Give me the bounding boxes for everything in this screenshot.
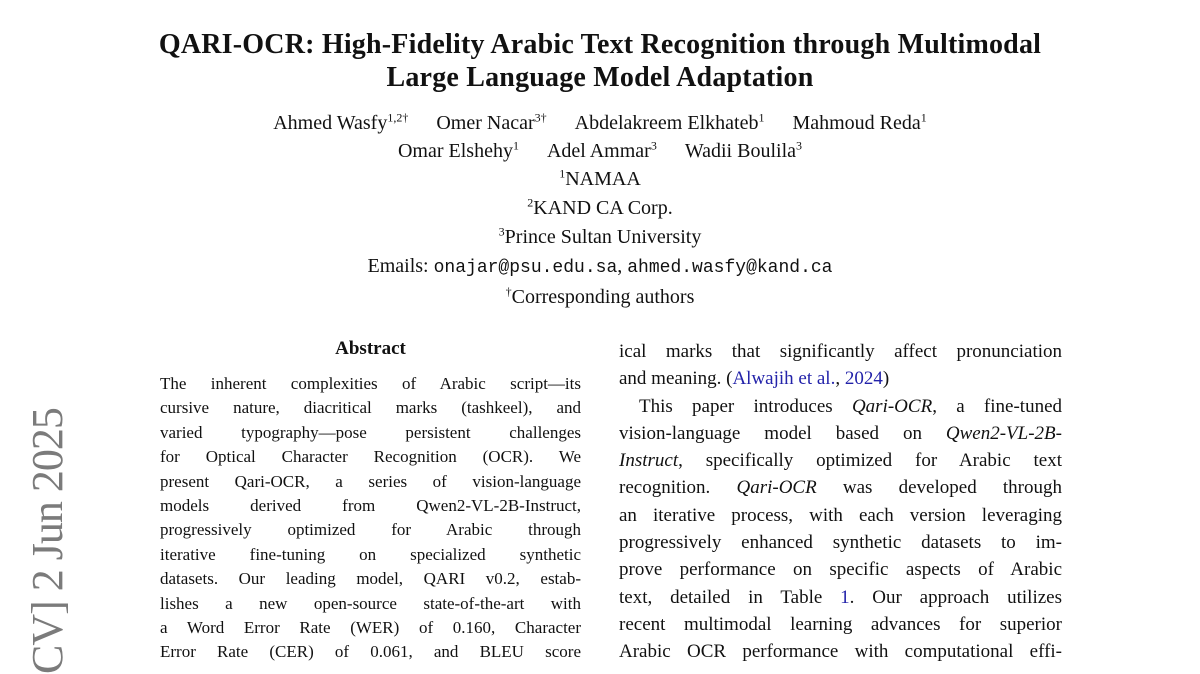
author-row [0, 137, 1200, 165]
text-segment: prove performance on specific aspects of Arabic [619, 559, 1062, 581]
text-segment: recognition. [619, 477, 737, 499]
text-segment: was developed through [816, 477, 1062, 499]
text-segment: Qari-OCR [851, 395, 933, 417]
abstract-text-line [160, 372, 581, 396]
text-segment: vision-language model based on [619, 422, 946, 444]
author-name [436, 109, 546, 137]
text-segment: recent multimodal learning advances for superior [619, 613, 1062, 635]
text-segment: iterative fine-tuning on specialized synthetic [160, 544, 581, 564]
text-segment: progressively optimized for Arabic through [160, 520, 581, 540]
text-segment: a Word Error Rate (WER) of 0.160, Character [160, 618, 581, 638]
body-text-line [619, 556, 1062, 583]
paper-title-line-1: QARI-OCR: High-Fidelity Arabic Text Recognition through Multimodal [158, 29, 1042, 60]
affiliation [0, 165, 1200, 194]
text-segment: present Qari-OCR, a series of vision-language [160, 471, 581, 491]
body-text-line [619, 474, 1062, 501]
text-segment: lishes a new open-source state-of-the-art with [160, 593, 581, 613]
author-row [0, 109, 1200, 137]
body-text [619, 338, 1062, 666]
author-name-text: Mahmoud Reda [792, 112, 921, 134]
abstract-text-line [160, 640, 581, 664]
text-segment: and meaning. ( [619, 368, 733, 390]
abstract-text [160, 372, 581, 665]
author-affiliation-superscript: 1 [512, 138, 519, 153]
abstract-text-line [160, 616, 581, 640]
abstract-text-line [160, 567, 581, 591]
author-affiliation-superscript: 1 [758, 110, 765, 125]
body-text-line [619, 611, 1062, 638]
author-name [398, 137, 519, 165]
text-segment: text, detailed in Table [619, 586, 841, 608]
abstract-text-line [160, 543, 581, 567]
corresponding-authors-label: Corresponding authors [511, 286, 695, 308]
text-segment: , a fine-tuned [932, 395, 1062, 417]
abstract-column [160, 338, 581, 665]
text-segment: progressively enhanced synthetic datasets to im- [619, 532, 1062, 554]
body-text-line [619, 529, 1062, 556]
text-segment: Emails: [367, 255, 434, 277]
text-segment: , [617, 255, 628, 277]
author-name [547, 137, 657, 165]
body-text-line [619, 365, 1062, 392]
body-text-line [619, 338, 1062, 365]
text-segment: Arabic OCR performance with computational effi- [619, 641, 1062, 663]
abstract-text-line [160, 421, 581, 445]
email-address: ahmed.wasfy@kand.ca [627, 258, 833, 278]
abstract-text-line [160, 470, 581, 494]
text-segment: , [835, 368, 845, 390]
text-segment: . Our approach utilizes [849, 586, 1062, 608]
body-column [619, 338, 1062, 666]
author-affiliation-superscript: 1 [920, 110, 927, 125]
text-segment: The inherent complexities of Arabic script—its [160, 374, 581, 393]
text-segment: Error Rate (CER) of 0.061, and BLEU score [160, 642, 581, 662]
author-name-text: Abdelakreem Elkhateb [574, 112, 759, 134]
text-segment: , specifically optimized for Arabic text [678, 450, 1062, 472]
citation-link[interactable]: Alwajih et al. [732, 368, 836, 390]
author-name [273, 109, 408, 137]
dagger-symbol: † [505, 284, 512, 299]
abstract-text-line [160, 494, 581, 518]
affiliation-name: NAMAA [565, 168, 641, 190]
abstract-text-line [160, 396, 581, 420]
text-segment: Instruct [619, 450, 679, 472]
author-affiliation-superscript: 3† [534, 110, 547, 125]
text-segment: datasets. Our leading model, QARI v0.2, estab- [160, 569, 581, 589]
text-segment: an iterative process, with each version leveraging [619, 504, 1062, 526]
body-text-line [619, 638, 1062, 665]
text-segment: Qari-OCR [736, 477, 817, 499]
abstract-heading: Abstract [335, 338, 406, 359]
text-segment: varied typography—pose persistent challenges [160, 422, 581, 442]
text-segment: for Optical Character Recognition (OCR). We [160, 447, 581, 467]
affiliation-name: Prince Sultan University [504, 226, 702, 248]
abstract-text-line [160, 518, 581, 542]
text-segment: models derived from Qwen2-VL-2B-Instruct, [160, 496, 581, 516]
body-text-line [619, 393, 1062, 420]
citation-year-link[interactable]: 2024 [844, 368, 883, 390]
body-text-line [619, 584, 1062, 611]
emails-line [0, 252, 1200, 283]
author-name-text: Omer Nacar [436, 112, 535, 134]
author-name [792, 109, 926, 137]
affiliation [0, 223, 1200, 252]
abstract-text-line [160, 592, 581, 616]
author-name [685, 137, 802, 165]
abstract-text-line [160, 445, 581, 469]
author-list [0, 109, 1200, 165]
body-text-line [619, 420, 1062, 447]
author-name [575, 109, 765, 137]
body-text-line [619, 502, 1062, 529]
author-affiliation-superscript: 1,2† [387, 110, 409, 125]
corresponding-authors-note [0, 283, 1200, 312]
text-segment: ical marks that significantly affect pronunciation [619, 341, 1062, 362]
author-affiliation-superscript: 3 [650, 138, 657, 153]
affiliation-superscript: 1 [559, 166, 566, 181]
table-ref-link[interactable]: 1 [840, 586, 850, 608]
body-text-line [619, 447, 1062, 474]
text-segment: This paper introduces [639, 395, 852, 417]
text-segment: ) [882, 368, 890, 390]
author-name-text: Adel Ammar [546, 140, 651, 162]
affiliation-superscript: 2 [527, 195, 534, 210]
text-segment: cursive nature, diacritical marks (tashkeel), and [160, 398, 581, 418]
text-segment: Qwen2-VL-2B- [945, 422, 1062, 444]
paper-title-line-2: Large Language Model Adaptation [386, 62, 814, 93]
author-name-text: Ahmed Wasfy [273, 112, 388, 134]
author-name-text: Omar Elshehy [397, 140, 513, 162]
affiliation-name: KAND CA Corp. [533, 197, 673, 219]
arxiv-watermark: CV] 2 Jun 2025 [23, 408, 72, 674]
affiliation [0, 194, 1200, 223]
author-name-text: Wadii Boulila [684, 140, 796, 162]
author-affiliation-superscript: 3 [796, 138, 802, 153]
affiliation-list [0, 165, 1200, 252]
email-address: onajar@psu.edu.sa [433, 258, 618, 278]
paper-header [0, 28, 1200, 312]
affiliation-superscript: 3 [498, 224, 505, 239]
